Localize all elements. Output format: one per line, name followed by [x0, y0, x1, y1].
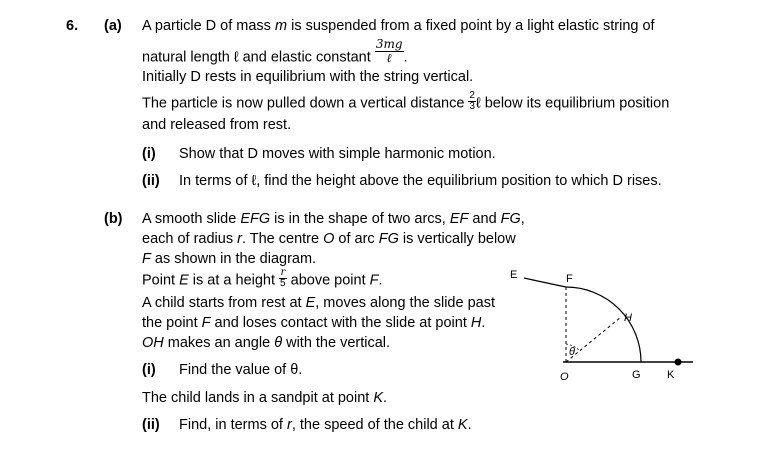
part-b-line-1: A smooth slide EFG is in the shape of two arcs, EF and FG,: [142, 211, 525, 227]
label-g: G: [632, 369, 641, 381]
height-fraction: $\frac{r}{5}$: [280, 267, 286, 289]
part-b-sub-ii-text: Find, in terms of r, the speed of the child at K.: [179, 417, 472, 433]
part-b-label: (b): [104, 211, 123, 227]
part-b-line-7: OH makes an angle θ with the vertical.: [142, 335, 391, 351]
part-b-line-6: the point F and loses contact with the slide at point H.: [142, 315, 486, 331]
label-o: O: [560, 371, 569, 383]
part-a-line-2: natural length ℓ and elastic constant $\frac{3mg}{\text{ℓ}}$ .: [142, 37, 408, 66]
part-a-line-5: and released from rest.: [142, 117, 292, 133]
part-a-line-4: The particle is now pulled down a vertical distance $\frac{2}{3}$ ℓ below its equilibrium position: [142, 90, 670, 112]
distance-fraction: $\frac{2}{3}$: [469, 90, 475, 112]
label-theta: θ: [569, 346, 575, 358]
part-a-label: (a): [104, 18, 122, 34]
label-e: E: [510, 269, 518, 281]
part-a-sub-ii-label: (ii): [142, 173, 160, 189]
part-a-line-1: A particle D of mass m is suspended from a fixed point by a light elastic string of: [142, 18, 655, 34]
part-b-sub-i-label: (i): [142, 362, 156, 378]
arc-ef: [524, 278, 566, 287]
label-h: H: [624, 312, 632, 324]
part-b-sub-ii-label: (ii): [142, 417, 160, 433]
label-f: F: [566, 273, 573, 285]
point-k: [675, 359, 682, 366]
label-k: K: [667, 369, 675, 381]
part-b-line-2: each of radius r. The centre O of arc FG is vertically below: [142, 231, 516, 247]
slide-diagram: [500, 258, 700, 388]
elastic-constant-fraction: $\frac{3mg}{\text{ℓ}}$: [375, 37, 403, 65]
part-a-sub-ii-text: In terms of ℓ, find the height above the equilibrium position to which D rises.: [179, 173, 662, 189]
part-a-sub-i-label: (i): [142, 146, 156, 162]
question-number: 6.: [66, 18, 79, 34]
part-b-line-4: Point E is at a height $\frac{r}{5}$ above point F.: [142, 267, 383, 289]
arc-fg: [566, 287, 641, 362]
part-b-sub-i-text: Find the value of θ.: [179, 362, 303, 378]
part-b-line-5: A child starts from rest at E, moves along the slide past: [142, 295, 495, 311]
part-b-line-3: F as shown in the diagram.: [142, 251, 317, 267]
part-b-line-8: The child lands in a sandpit at point K.: [142, 390, 388, 406]
part-a-sub-i-text: Show that D moves with simple harmonic motion.: [179, 146, 496, 162]
part-a-line-3: Initially D rests in equilibrium with the string vertical.: [142, 69, 474, 85]
